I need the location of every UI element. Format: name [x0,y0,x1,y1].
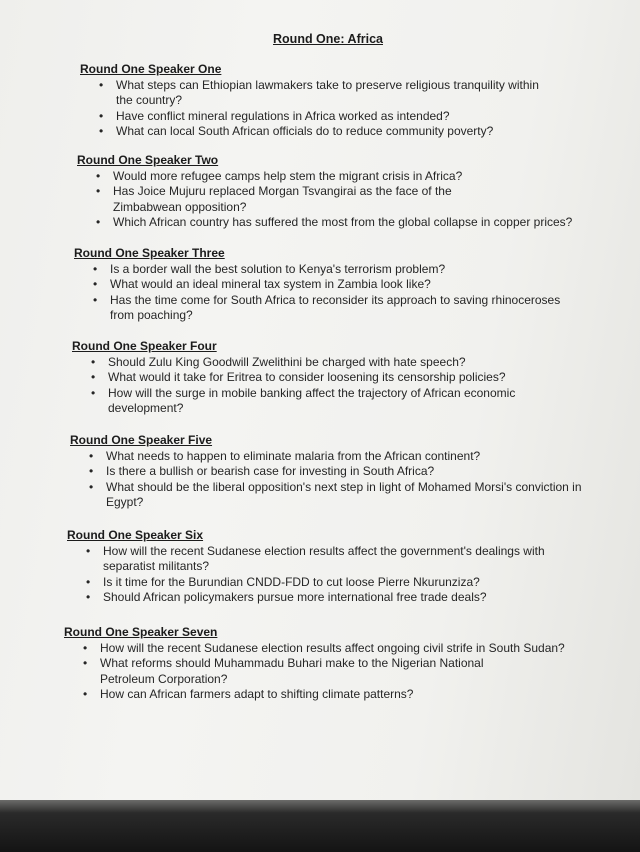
question-list [74,262,564,324]
list-item: • What can local South African officials do to reduce community poverty? [99,124,494,139]
section-heading: Round One Speaker Five [70,433,213,447]
section-speaker-one [80,62,600,140]
list-item: • Is it time for the Burundian CNDD-FDD to cut loose Pierre Nkurunziza? [86,574,480,589]
list-item: • What would an ideal mineral tax system in Zambia look like? [93,277,431,292]
section-heading: Round One Speaker One [80,62,222,76]
bullet-icon: • [83,687,88,702]
bullet-icon: • [99,124,104,139]
section-heading: Round One Speaker Seven [64,625,218,639]
bullet-icon: • [99,108,104,123]
bullet-icon: • [91,355,96,369]
section-heading: Round One Speaker Four [72,339,217,353]
question-list [72,355,552,417]
bullet-icon: • [83,656,88,671]
bullet-icon: • [93,262,98,276]
list-item: • How can African farmers adapt to shifting climate patterns? [83,687,414,702]
bullet-icon: • [91,385,96,400]
bullet-icon: • [86,590,91,605]
document-title: Round One: Africa [273,32,383,46]
bullet-icon: • [96,169,101,183]
section-speaker-four [72,339,592,417]
section-speaker-three [74,246,594,324]
question-list [70,449,590,511]
list-item: • Is there a bullish or bearish case for investing in South Africa? [89,464,435,479]
list-item: • How will the surge in mobile banking affect the trajectory of African economic development? [91,385,516,416]
bullet-icon: • [89,464,94,479]
section-heading: Round One Speaker Two [77,153,219,167]
list-item: • Has Joice Mujuru replaced Morgan Tsvangirai as the face of the Zimbabwean opposition? [96,184,452,214]
desk-shadow [0,800,640,852]
section-heading: Round One Speaker Three [74,246,225,260]
bullet-icon: • [93,292,98,307]
bullet-icon: • [91,370,96,385]
list-item: • Should Zulu King Goodwill Zwelithini be charged with hate speech? [91,355,466,369]
question-list [64,641,594,703]
bullet-icon: • [89,479,94,494]
bullet-icon: • [89,449,94,463]
question-list [67,544,567,606]
bullet-icon: • [86,544,91,558]
question-list [80,78,550,140]
section-heading: Round One Speaker Six [67,528,204,542]
list-item: • Should African policymakers pursue more international free trade deals? [86,590,487,605]
section-speaker-six [67,528,587,606]
bullet-icon: • [99,78,104,92]
list-item: • What should be the liberal opposition's next step in light of Mohamed Morsi's conviction in Egypt? [89,479,582,510]
list-item: • Which African country has suffered the most from the global collapse in copper prices? [96,215,573,230]
list-item: • What needs to happen to eliminate malaria from the African continent? [89,449,481,463]
list-item: • Has the time come for South Africa to reconsider its approach to saving rhinoceroses from poaching? [93,292,561,323]
list-item: • What reforms should Muhammadu Buhari make to the Nigerian National Petroleum Corporation? [83,656,484,686]
bullet-icon: • [83,641,88,655]
bullet-icon: • [96,215,101,230]
list-item: • How will the recent Sudanese election results affect the government's dealings with separatist militants? [86,544,545,574]
list-item: • Would more refugee camps help stem the migrant crisis in Africa? [96,169,463,183]
list-item: • Is a border wall the best solution to Kenya's terrorism problem? [93,262,446,276]
bullet-icon: • [96,184,101,199]
list-item: • What steps can Ethiopian lawmakers take to preserve religious tranquility within the country? [99,78,539,108]
bullet-icon: • [86,574,91,589]
section-speaker-two [77,153,597,231]
list-item: • How will the recent Sudanese election results affect ongoing civil strife in South Sudan? [83,641,565,655]
list-item: • Have conflict mineral regulations in Africa worked as intended? [99,108,450,123]
bullet-icon: • [93,277,98,292]
section-speaker-seven [64,625,584,703]
question-list [77,169,597,231]
section-speaker-five [70,433,590,511]
list-item: • What would it take for Eritrea to consider loosening its censorship policies? [91,370,506,385]
